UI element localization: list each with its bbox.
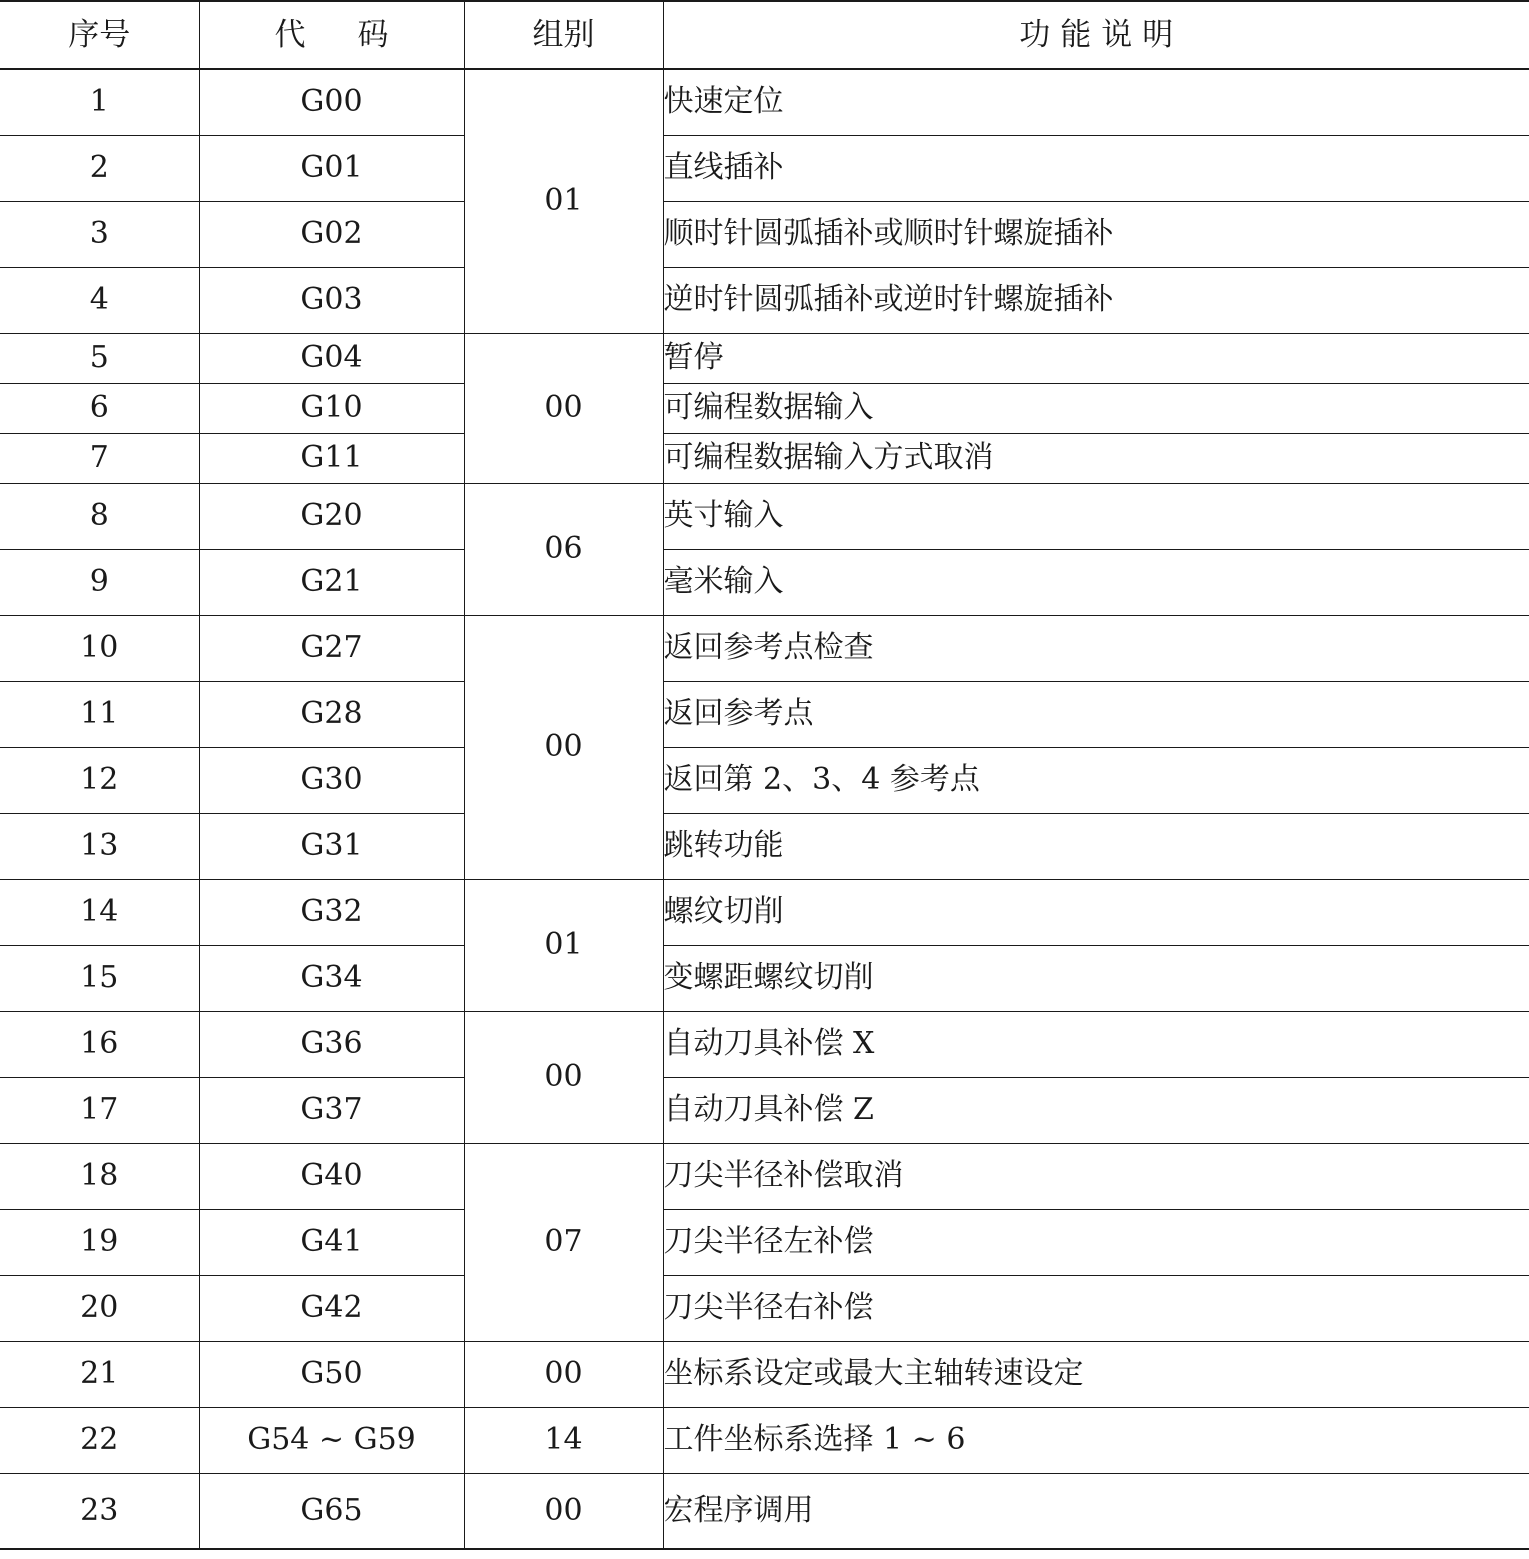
table-row xyxy=(0,615,1529,681)
table-row xyxy=(0,1473,1529,1549)
row-desc: 返回参考点检查 xyxy=(663,615,1529,681)
row-desc: 返回第 2、3、4 参考点 xyxy=(663,747,1529,813)
table-row xyxy=(0,747,1529,813)
row-num: 17 xyxy=(0,1077,199,1143)
table-row xyxy=(0,1275,1529,1341)
row-num: 18 xyxy=(0,1143,199,1209)
row-desc: 暂停 xyxy=(663,333,1529,383)
row-num: 14 xyxy=(0,879,199,945)
row-desc: 可编程数据输入 xyxy=(663,383,1529,433)
row-desc: 直线插补 xyxy=(663,135,1529,201)
table-row xyxy=(0,945,1529,1011)
row-desc: 变螺距螺纹切削 xyxy=(663,945,1529,1011)
row-desc: 英寸输入 xyxy=(663,483,1529,549)
row-code: G41 xyxy=(199,1209,464,1275)
row-code: G54 ~ G59 xyxy=(199,1407,464,1473)
row-desc: 坐标系设定或最大主轴转速设定 xyxy=(663,1341,1529,1407)
row-code: G00 xyxy=(199,69,464,135)
row-num: 13 xyxy=(0,813,199,879)
row-desc: 顺时针圆弧插补或顺时针螺旋插补 xyxy=(663,201,1529,267)
row-code: G20 xyxy=(199,483,464,549)
row-num: 21 xyxy=(0,1341,199,1407)
row-code: G11 xyxy=(199,433,464,483)
row-num: 10 xyxy=(0,615,199,681)
table-row xyxy=(0,483,1529,549)
row-desc: 可编程数据输入方式取消 xyxy=(663,433,1529,483)
table-row xyxy=(0,1209,1529,1275)
row-num: 9 xyxy=(0,549,199,615)
row-code: G28 xyxy=(199,681,464,747)
row-desc: 返回参考点 xyxy=(663,681,1529,747)
row-code: G32 xyxy=(199,879,464,945)
row-desc: 工件坐标系选择 1 ~ 6 xyxy=(663,1407,1529,1473)
row-code: G30 xyxy=(199,747,464,813)
row-code: G04 xyxy=(199,333,464,383)
row-desc: 逆时针圆弧插补或逆时针螺旋插补 xyxy=(663,267,1529,333)
row-code: G36 xyxy=(199,1011,464,1077)
row-desc: 毫米输入 xyxy=(663,549,1529,615)
table-row xyxy=(0,1077,1529,1143)
header-code: 代码 xyxy=(199,1,464,69)
row-num: 5 xyxy=(0,333,199,383)
row-code: G03 xyxy=(199,267,464,333)
header-num: 序号 xyxy=(0,1,199,69)
row-code: G27 xyxy=(199,615,464,681)
table-row xyxy=(0,813,1529,879)
row-code: G21 xyxy=(199,549,464,615)
table-row xyxy=(0,549,1529,615)
row-num: 8 xyxy=(0,483,199,549)
row-desc: 螺纹切削 xyxy=(663,879,1529,945)
row-code: G01 xyxy=(199,135,464,201)
row-group: 01 xyxy=(464,69,663,333)
header-desc: 功能说明 xyxy=(663,1,1529,69)
row-group: 06 xyxy=(464,483,663,615)
row-group: 00 xyxy=(464,1011,663,1143)
table-row xyxy=(0,1143,1529,1209)
row-group: 14 xyxy=(464,1407,663,1473)
row-num: 22 xyxy=(0,1407,199,1473)
row-num: 3 xyxy=(0,201,199,267)
table-row xyxy=(0,1011,1529,1077)
row-num: 7 xyxy=(0,433,199,483)
row-num: 20 xyxy=(0,1275,199,1341)
row-num: 11 xyxy=(0,681,199,747)
row-num: 4 xyxy=(0,267,199,333)
table-row xyxy=(0,383,1529,433)
row-code: G34 xyxy=(199,945,464,1011)
row-code: G42 xyxy=(199,1275,464,1341)
row-num: 19 xyxy=(0,1209,199,1275)
table-row xyxy=(0,333,1529,383)
row-code: G37 xyxy=(199,1077,464,1143)
row-desc: 刀尖半径左补偿 xyxy=(663,1209,1529,1275)
header-group: 组别 xyxy=(464,1,663,69)
table-row xyxy=(0,1407,1529,1473)
row-desc: 刀尖半径补偿取消 xyxy=(663,1143,1529,1209)
row-group: 00 xyxy=(464,615,663,879)
row-group: 00 xyxy=(464,1341,663,1407)
row-code: G40 xyxy=(199,1143,464,1209)
table-row xyxy=(0,681,1529,747)
row-code: G50 xyxy=(199,1341,464,1407)
row-group: 01 xyxy=(464,879,663,1011)
row-desc: 刀尖半径右补偿 xyxy=(663,1275,1529,1341)
table-row xyxy=(0,433,1529,483)
row-code: G10 xyxy=(199,383,464,433)
row-num: 15 xyxy=(0,945,199,1011)
row-num: 12 xyxy=(0,747,199,813)
row-desc: 自动刀具补偿 Z xyxy=(663,1077,1529,1143)
row-code: G31 xyxy=(199,813,464,879)
table-row xyxy=(0,267,1529,333)
row-num: 2 xyxy=(0,135,199,201)
row-num: 1 xyxy=(0,69,199,135)
row-num: 6 xyxy=(0,383,199,433)
row-desc: 宏程序调用 xyxy=(663,1473,1529,1549)
row-desc: 自动刀具补偿 X xyxy=(663,1011,1529,1077)
header-row xyxy=(0,1,1529,69)
row-desc: 快速定位 xyxy=(663,69,1529,135)
table-row xyxy=(0,69,1529,135)
row-group: 00 xyxy=(464,1473,663,1549)
row-code: G02 xyxy=(199,201,464,267)
row-desc: 跳转功能 xyxy=(663,813,1529,879)
row-num: 23 xyxy=(0,1473,199,1549)
table-row xyxy=(0,135,1529,201)
table-row xyxy=(0,879,1529,945)
row-group: 00 xyxy=(464,333,663,483)
row-code: G65 xyxy=(199,1473,464,1549)
table-row xyxy=(0,1341,1529,1407)
table-row xyxy=(0,201,1529,267)
row-group: 07 xyxy=(464,1143,663,1341)
row-num: 16 xyxy=(0,1011,199,1077)
